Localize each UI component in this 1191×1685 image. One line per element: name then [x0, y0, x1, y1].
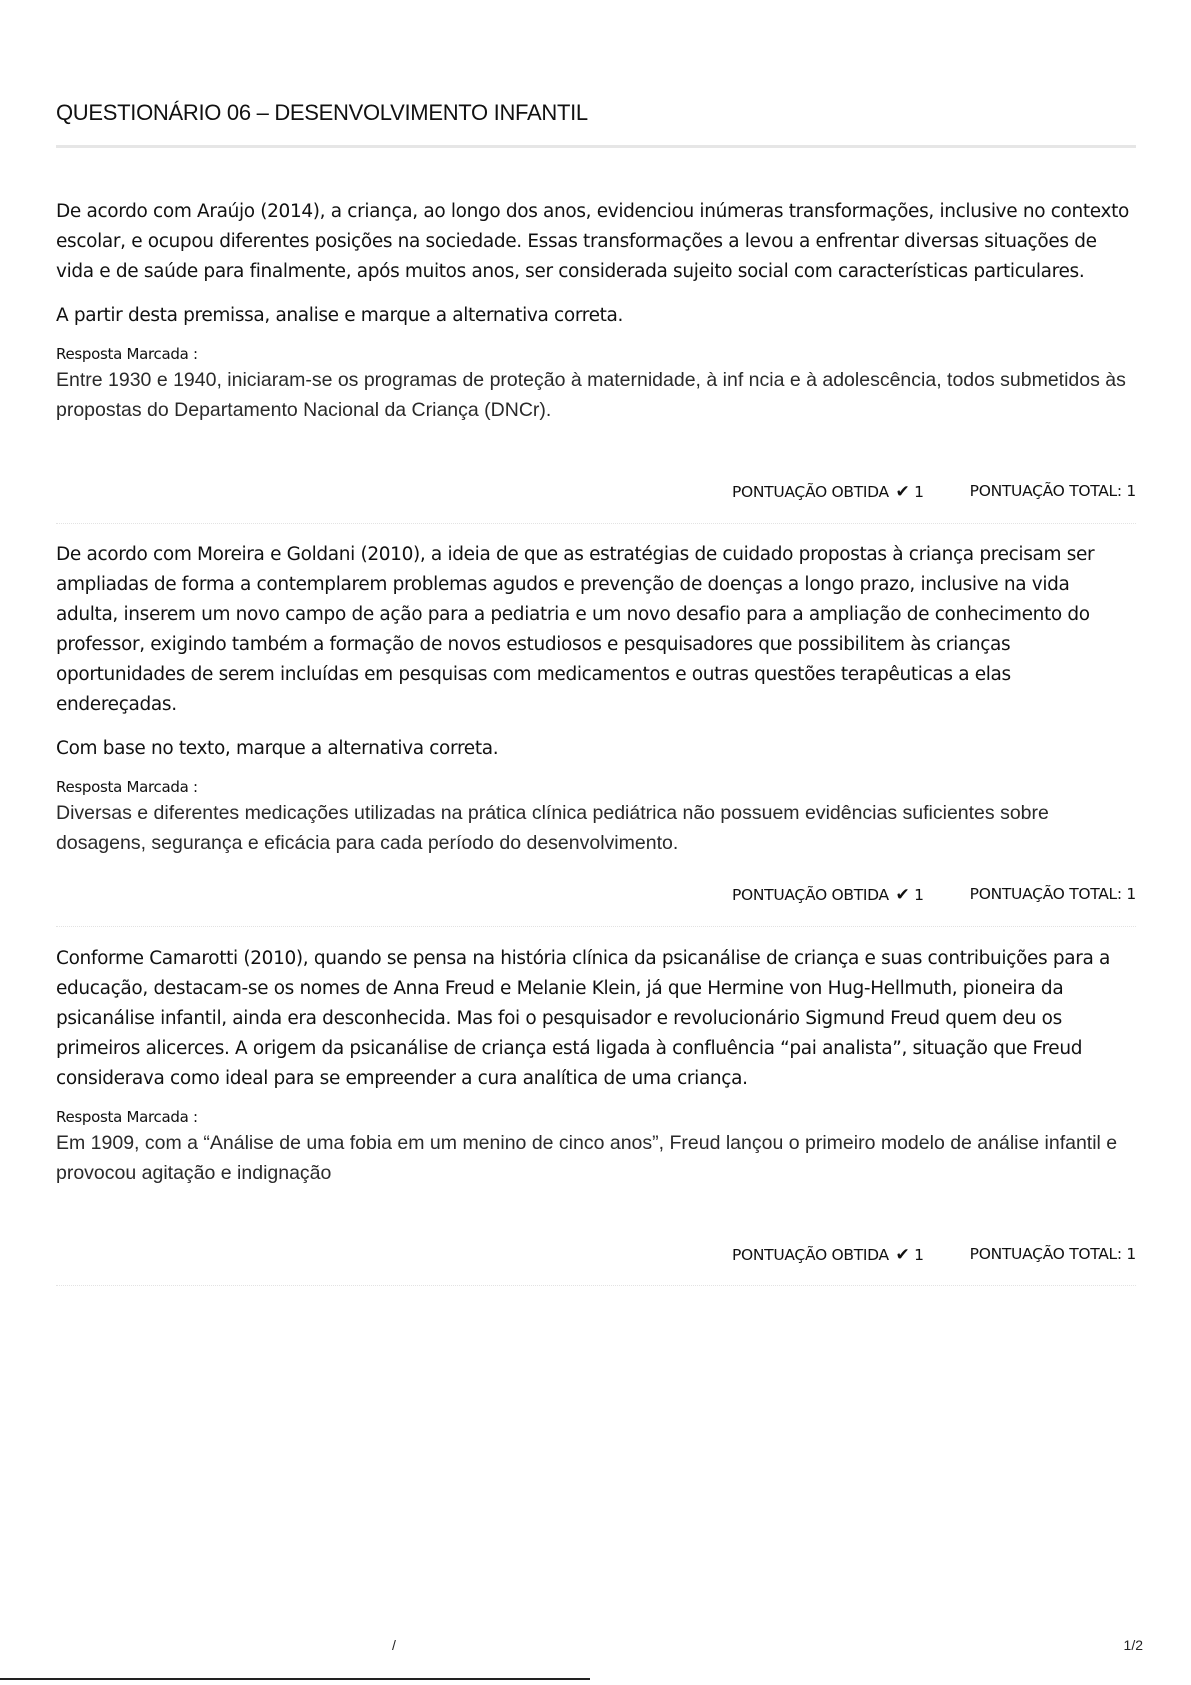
check-icon: ✔	[895, 482, 910, 502]
question-divider	[56, 926, 1136, 927]
response-label: Resposta Marcada :	[56, 1108, 198, 1126]
response-label: Resposta Marcada :	[56, 345, 198, 363]
response-text: Diversas e diferentes medicações utilizadas na prática clínica pediátrica não possuem evidências suficientes sobre dosagens, segurança e eficácia para cada período do desenvolvimento.	[56, 802, 1049, 854]
question-text: De acordo com Moreira e Goldani (2010), a ideia de que as estratégias de cuidado propostas à criança precisam ser ampliadas de forma a contemplarem problemas agudos e prevenção de doenças a longo prazo, inclusive na vida adulta, inserem um novo campo de ação para a pediatria e um novo desafio para a ampliação de conhecimento do professor, exigindo também a formação de novos estudiosos e pesquisadores que possibilitem às crianças oportunidades de serem incluídas em pesquisas com medicamentos e outras questões terapêuticas a elas endereçadas.	[56, 544, 1095, 715]
footer-slash: /	[392, 1637, 396, 1653]
question-prompt: A partir desta premissa, analise e marque a alternativa correta.	[56, 305, 624, 326]
score-total: PONTUAÇÃO TOTAL: 1	[969, 1245, 1136, 1263]
score-row	[732, 885, 1136, 905]
score-total: PONTUAÇÃO TOTAL: 1	[969, 885, 1136, 903]
title-divider	[56, 145, 1136, 148]
check-icon: ✔	[895, 885, 910, 905]
score-obtained: PONTUAÇÃO OBTIDA ✔ 1	[731, 482, 924, 502]
page-number: 1/2	[1123, 1637, 1143, 1653]
question-text: De acordo com Araújo (2014), a criança, ao longo dos anos, evidenciou inúmeras transformações, inclusive no contexto escolar, e ocupou diferentes posições na sociedade. Essas transformações a levou a enfrentar diversas situações de vida e de saúde para finalmente, após muitos anos, ser considerada sujeito social com características particulares.	[56, 201, 1129, 282]
response-text: Entre 1930 e 1940, iniciaram-se os programas de proteção à maternidade, à inf ncia e à adolescência, todos submetidos às propostas do Departamento Nacional da Criança (DNCr).	[56, 369, 1126, 421]
score-row	[732, 1245, 1136, 1265]
response-label: Resposta Marcada :	[56, 778, 198, 796]
check-icon: ✔	[895, 1245, 910, 1265]
score-obtained: PONTUAÇÃO OBTIDA ✔ 1	[731, 885, 924, 905]
page-title: QUESTIONÁRIO 06 – DESENVOLVIMENTO INFANTIL	[56, 100, 588, 125]
response-text: Em 1909, com a “Análise de uma fobia em um menino de cinco anos”, Freud lançou o primeiro modelo de análise infantil e provocou agitação e indignação	[56, 1132, 1118, 1184]
question-block	[56, 540, 1136, 858]
footer-rule	[0, 1678, 590, 1680]
score-obtained: PONTUAÇÃO OBTIDA ✔ 1	[731, 1245, 924, 1265]
question-block	[56, 944, 1136, 1188]
question-divider	[56, 523, 1136, 524]
question-prompt: Com base no texto, marque a alternativa correta.	[56, 738, 499, 759]
question-block	[56, 197, 1136, 425]
score-row	[732, 482, 1136, 502]
question-text: Conforme Camarotti (2010), quando se pensa na história clínica da psicanálise de criança e suas contribuições para a educação, destacam-se os nomes de Anna Freud e Melanie Klein, já que Hermine von Hug-Hellmuth, pioneira da psicanálise infantil, ainda era desconhecida. Mas foi o pesquisador e revolucionário Sigmund Freud quem deu os primeiros alicerces. A origem da psicanálise de criança está ligada à confluência “pai analista”, situação que Freud considerava como ideal para se empreender a cura analítica de uma criança.	[56, 948, 1110, 1089]
score-total: PONTUAÇÃO TOTAL: 1	[969, 482, 1136, 500]
question-divider	[56, 1285, 1136, 1286]
